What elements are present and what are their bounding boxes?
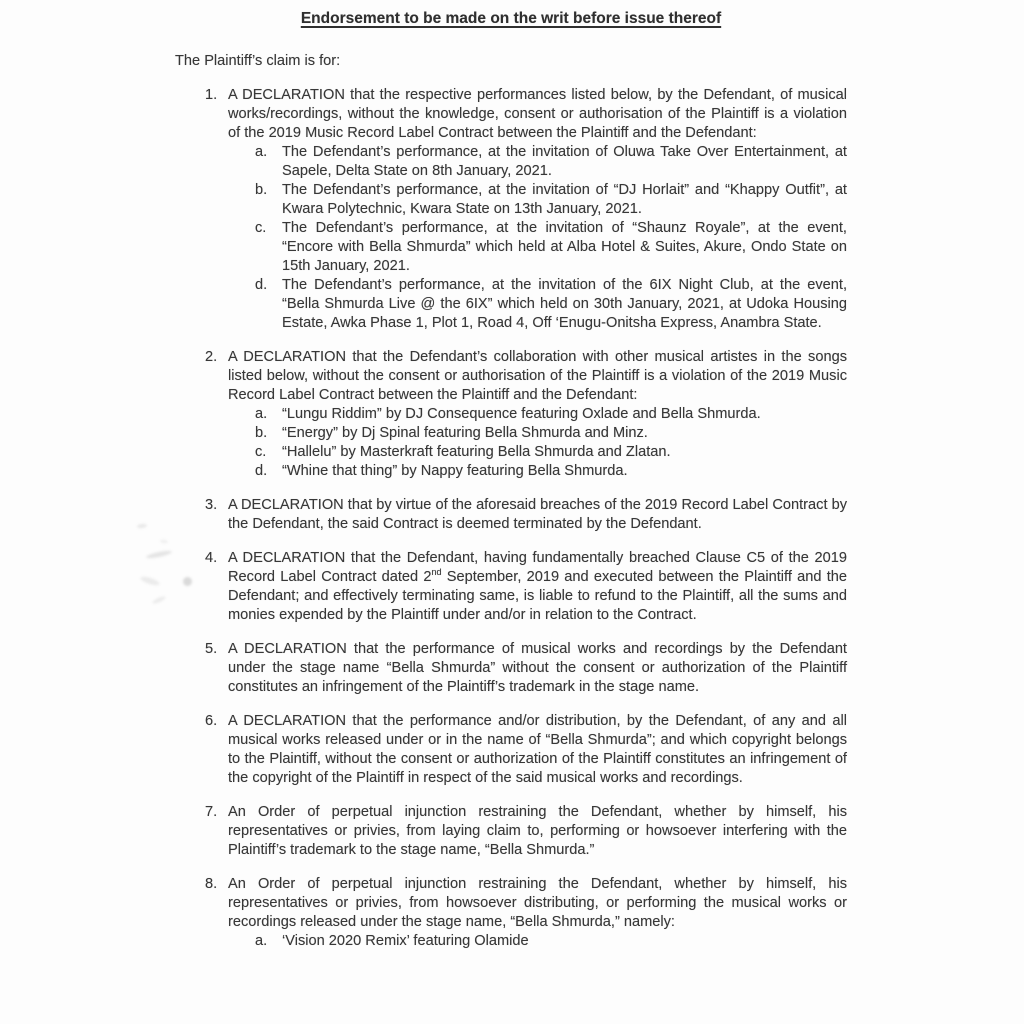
- scan-smudge: [146, 549, 172, 559]
- claim-item-4: [175, 549, 847, 625]
- subitem-text: “Energy” by Dj Spinal featuring Bella Shmurda and Minz.: [282, 425, 648, 441]
- scan-smudge: [160, 539, 168, 543]
- subitem-text: ‘Vision 2020 Remix’ featuring Olamide: [282, 933, 529, 949]
- document-title: Endorsement to be made on the writ before issue thereof: [300, 10, 722, 27]
- claim-subitem: [255, 462, 847, 481]
- claim-subitem: [255, 424, 847, 443]
- subitem-text: The Defendant’s performance, at the invitation of “Shaunz Royale”, at the event, “Encore with Bella Shmurda” which held at Alba Hotel & Suites, Akure, Ondo State on 15th January, 2021.: [282, 220, 847, 274]
- claim-number: 6.: [205, 713, 218, 729]
- claim-text: A DECLARATION that the Defendant’s collaboration with other musical artistes in the songs listed below, without the consent or authorisation of the Plaintiff is a violation of the 2019 Music Record Label Contract between the Plaintiff and the Defendant:: [228, 349, 847, 403]
- claim-text: A DECLARATION that the respective performances listed below, by the Defendant, of musical works/recordings, without the knowledge, consent or authorisation of the Plaintiff is a violation of the 2019 Music Record Label Contract between the Plaintiff and the Defendant:: [228, 87, 847, 141]
- claim-item-3: [175, 496, 847, 534]
- claim-text: A DECLARATION that the performance and/or distribution, by the Defendant, of any and all musical works released under or in the name of “Bella Shmurda”; and which copyright belongs to the Plaintiff, without the consent or authorization of the Plaintiff constitutes an infringement of the copyright of the Plaintiff in respect of the said musical works and recordings.: [228, 713, 847, 786]
- subitem-text: The Defendant’s performance, at the invitation of Oluwa Take Over Entertainment, at Sapele, Delta State on 8th January, 2021.: [282, 144, 847, 179]
- claim-item-2: [175, 348, 847, 481]
- claim-text-pre: A DECLARATION that the Defendant, having fundamentally breached Clause C5 of the 2019 Record Label Contract dated 2: [228, 550, 847, 585]
- claim-item-1: [175, 86, 847, 333]
- claim-number: 2.: [205, 349, 218, 365]
- subitem-text: The Defendant’s performance, at the invitation of “DJ Horlait” and “Khappy Outfit”, at Kwara Polytechnic, Kwara State on 13th January, 2021.: [282, 182, 847, 217]
- subitem-letter: b.: [255, 425, 268, 441]
- subitem-letter: c.: [255, 444, 267, 460]
- ordinal-superscript: nd: [431, 567, 442, 578]
- claim-item-5: [175, 640, 847, 697]
- claim-text: A DECLARATION that by virtue of the aforesaid breaches of the 2019 Record Label Contract by the Defendant, the said Contract is deemed terminated by the Defendant.: [228, 497, 847, 532]
- claim-number: 8.: [205, 876, 218, 892]
- claim-subitem: [255, 181, 847, 219]
- claim-text: An Order of perpetual injunction restraining the Defendant, whether by himself, his representatives or privies, from howsoever distributing, or performing the musical works or recordings released under the stage name, “Bella Shmurda,” namely:: [228, 876, 847, 930]
- subitem-letter: a.: [255, 144, 268, 160]
- subitem-text: The Defendant’s performance, at the invitation of the 6IX Night Club, at the event, “Bella Shmurda Live @ the 6IX” which held on 30th January, 2021, at Udoka Housing Estate, Awka Phase 1, Plot 1, Road 4, Off ‘Enugu-Onitsha Express, Anambra State.: [282, 277, 847, 331]
- claim-number: 3.: [205, 497, 218, 513]
- claim-item-6: [175, 712, 847, 788]
- subitem-letter: c.: [255, 220, 267, 236]
- scan-smudge: [140, 575, 161, 587]
- claim-number: 5.: [205, 641, 218, 657]
- claim-subitem: [255, 932, 847, 951]
- claim-subitem: [255, 405, 847, 424]
- claim-text: [228, 549, 847, 625]
- subitem-text: “Hallelu” by Masterkraft featuring Bella Shmurda and Zlatan.: [282, 444, 671, 460]
- subitem-letter: d.: [255, 463, 268, 479]
- subitem-letter: a.: [255, 933, 268, 949]
- document-content: [175, 0, 847, 951]
- scan-smudge: [152, 595, 166, 605]
- subitem-letter: b.: [255, 182, 268, 198]
- subitem-letter: d.: [255, 277, 268, 293]
- subitem-letter: a.: [255, 406, 268, 422]
- claim-subitem: [255, 443, 847, 462]
- subitem-text: “Lungu Riddim” by DJ Consequence featuring Oxlade and Bella Shmurda.: [282, 406, 761, 422]
- claim-subitem: [255, 143, 847, 181]
- claim-subitem: [255, 276, 847, 333]
- claim-subitem: [255, 219, 847, 276]
- claim-item-8: [175, 875, 847, 951]
- claim-number: 4.: [205, 550, 218, 566]
- subitem-text: “Whine that thing” by Nappy featuring Bella Shmurda.: [282, 463, 628, 479]
- claim-number: 7.: [205, 804, 218, 820]
- scan-smudge: [137, 523, 147, 528]
- claim-number: 1.: [205, 87, 218, 103]
- claim-text-post: September, 2019 and executed between the Plaintiff and the Defendant; and effectively terminating same, is liable to refund to the Plaintiff, all the sums and monies expended by the Plaintiff under and/or in relation to the Contract.: [228, 569, 847, 623]
- claim-text: An Order of perpetual injunction restraining the Defendant, whether by himself, his representatives or privies, from laying claim to, performing or howsoever interfering with the Plaintiff’s trademark to the stage name, “Bella Shmurda.”: [228, 804, 847, 858]
- claim-text: A DECLARATION that the performance of musical works and recordings by the Defendant under the stage name “Bella Shmurda” without the consent or authorization of the Plaintiff constitutes an infringement of the Plaintiff’s trademark in the stage name.: [228, 641, 847, 695]
- claim-item-7: [175, 803, 847, 860]
- claim-intro: The Plaintiff’s claim is for:: [175, 53, 341, 69]
